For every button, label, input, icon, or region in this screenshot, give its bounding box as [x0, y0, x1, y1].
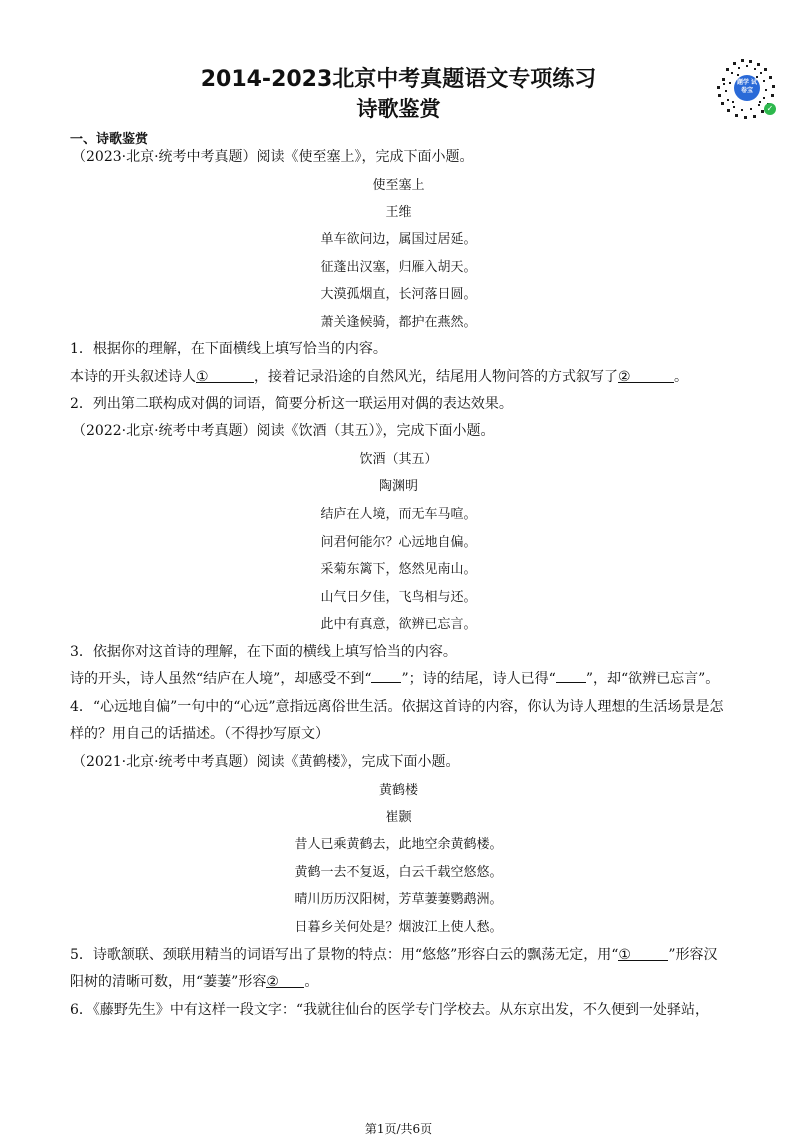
- poem2-line: 结庐在人境，而无车马喧。: [320, 507, 477, 522]
- q1-text-b: ，接着记录沿途的自然风光，结尾用人物问答的方式叙写了: [254, 369, 618, 385]
- poem3-line: 黄鹤一去不复返，白云千载空悠悠。: [294, 865, 503, 880]
- poem3-title: 黄鹤楼: [378, 783, 418, 798]
- page-number: 第1页/共6页: [364, 1122, 433, 1136]
- poem1-intro: （2023·北京·统考中考真题）阅读《使至塞上》，完成下面小题。: [72, 149, 474, 165]
- poem2-title: 饮酒（其五）: [359, 452, 438, 467]
- poem3-line: 日暮乡关何处是？烟波江上使人愁。: [294, 920, 503, 935]
- q1-text-c: 。: [674, 369, 688, 385]
- q3-blank-1[interactable]: [371, 669, 401, 683]
- q1-blank-2[interactable]: ②: [618, 369, 674, 383]
- poem2-author: 陶渊明: [378, 479, 418, 494]
- poem1-line: 大漠孤烟直，长河落日圆。: [320, 287, 477, 302]
- q3-blank-2[interactable]: [556, 669, 586, 683]
- question-5-cont: [70, 971, 318, 991]
- qr-center-logo: 题学 试卷宝: [734, 75, 760, 101]
- poem3-line: 晴川历历汉阳树，芳草萋萋鹦鹉洲。: [294, 892, 503, 907]
- q5-blank-1[interactable]: ①: [618, 947, 668, 961]
- question-3-answer-line: [70, 668, 719, 688]
- poem1-line: 单车欲问边，属国过居延。: [320, 232, 477, 247]
- poem1-author: 王维: [385, 205, 412, 220]
- poem1-title: 使至塞上: [372, 178, 425, 193]
- section-heading: 一、诗歌鉴赏: [70, 132, 149, 147]
- page-title: 2014-2023北京中考真题语文专项练习: [200, 67, 597, 92]
- poem2-intro: （2022·北京·统考中考真题）阅读《饮酒（其五）》，完成下面小题。: [72, 423, 495, 439]
- question-4: 4．“心远地自偏”一句中的“心远”意指远离俗世生活。依据这首诗的内容，你认为诗人理想的生活场景是怎: [70, 699, 724, 715]
- poem2-line: 采菊东篱下，悠然见南山。: [320, 562, 477, 577]
- q5-text-c: 阳树的清晰可数，用“萋萋”形容: [70, 974, 267, 990]
- question-2: 2．列出第二联构成对偶的词语，简要分析这一联运用对偶的表达效果。: [70, 396, 513, 412]
- wechat-icon: ✓: [764, 103, 776, 115]
- question-1-answer-line: [70, 366, 688, 386]
- q5-text-b: ”形容汉: [668, 947, 718, 963]
- q5-text-d: 。: [304, 974, 319, 990]
- poem2-line: 此中有真意，欲辨已忘言。: [320, 617, 477, 632]
- poem1-line: 征蓬出汉塞，归雁入胡天。: [320, 260, 477, 275]
- q3-text-c: ”，却“欲辨已忘言”。: [585, 671, 720, 687]
- poem3-line: 昔人已乘黄鹤去，此地空余黄鹤楼。: [294, 837, 503, 852]
- poem1-line: 萧关逢候骑，都护在燕然。: [320, 315, 477, 330]
- question-3: 3．依据你对这首诗的理解，在下面的横线上填写恰当的内容。: [70, 644, 457, 660]
- question-5: [70, 944, 718, 964]
- q1-blank-1[interactable]: ①: [196, 369, 254, 383]
- poem3-intro: （2021·北京·统考中考真题）阅读《黄鹤楼》，完成下面小题。: [72, 754, 460, 770]
- q3-text-b: ”；诗的结尾，诗人已得“: [401, 671, 556, 687]
- page-subtitle: 诗歌鉴赏: [356, 97, 441, 121]
- question-1: 1．根据你的理解，在下面横线上填写恰当的内容。: [70, 341, 387, 357]
- q5-blank-2[interactable]: ②: [266, 974, 304, 988]
- question-6: 6．《藤野先生》中有这样一段文字：“我就往仙台的医学专门学校去。从东京出发，不久便到一处驿站，: [70, 1002, 710, 1018]
- q3-text-a: 诗的开头，诗人虽然“结庐在人境”，却感受不到“: [70, 671, 372, 687]
- poem3-author: 崔颢: [385, 810, 412, 825]
- poem2-line: 山气日夕佳，飞鸟相与还。: [320, 590, 477, 605]
- q5-text-a: 5．诗歌颔联、颈联用精当的词语写出了景物的特点：用“悠悠”形容白云的飘荡无定，用“: [70, 947, 619, 963]
- question-4-cont: 样的？用自己的话描述。（不得抄写原文）: [70, 726, 329, 742]
- q1-text-a: 本诗的开头叙述诗人: [70, 369, 196, 385]
- poem2-line: 问君何能尔？心远地自偏。: [320, 535, 477, 550]
